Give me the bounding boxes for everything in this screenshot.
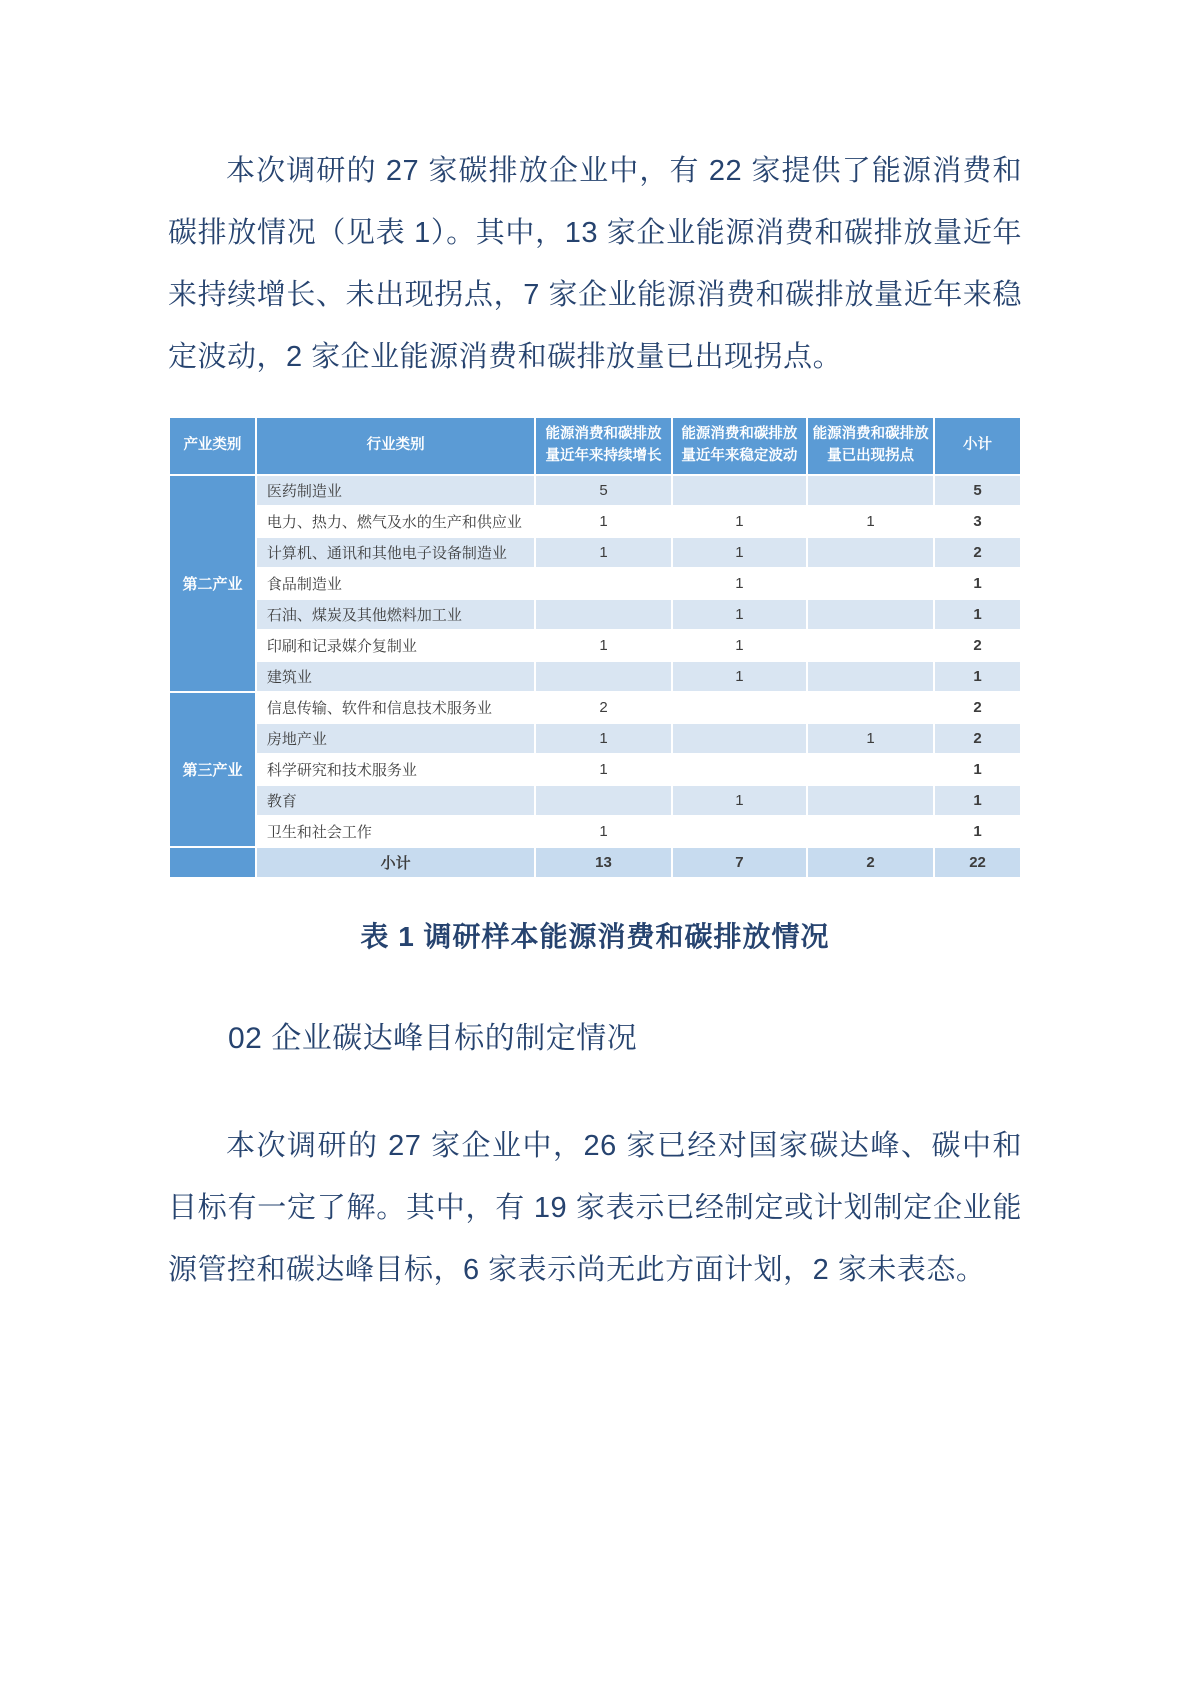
value-cell: [807, 599, 934, 630]
value-cell: [535, 661, 671, 692]
category-cell-secondary: 第二产业: [169, 475, 256, 692]
value-cell: 1: [672, 785, 807, 816]
table-row: [169, 506, 1021, 537]
table-total-row: [169, 847, 1021, 878]
table-row: [169, 661, 1021, 692]
subtotal-cell: 2: [934, 537, 1021, 568]
value-cell: [535, 568, 671, 599]
industry-cell: 教育: [256, 785, 535, 816]
total-subtotal-cell: 22: [934, 847, 1021, 878]
value-cell: [807, 568, 934, 599]
industry-cell: 计算机、通讯和其他电子设备制造业: [256, 537, 535, 568]
industry-cell: 科学研究和技术服务业: [256, 754, 535, 785]
table-row: [169, 537, 1021, 568]
value-cell: [807, 475, 934, 506]
subtotal-cell: 3: [934, 506, 1021, 537]
energy-carbon-table: [168, 416, 1022, 879]
value-cell: 1: [672, 506, 807, 537]
value-cell: 1: [535, 723, 671, 754]
value-cell: [535, 599, 671, 630]
value-cell: 1: [535, 630, 671, 661]
total-value-cell: 13: [535, 847, 671, 878]
subtotal-cell: 2: [934, 630, 1021, 661]
table-caption: 表 1 调研样本能源消费和碳排放情况: [360, 921, 830, 952]
table-header-row: [169, 417, 1021, 475]
value-cell: 1: [672, 537, 807, 568]
value-cell: [807, 754, 934, 785]
value-cell: [672, 723, 807, 754]
table-row: [169, 723, 1021, 754]
total-row-label: 小计: [256, 847, 535, 878]
industry-cell: 房地产业: [256, 723, 535, 754]
value-cell: 1: [535, 754, 671, 785]
value-cell: [672, 754, 807, 785]
value-cell: 1: [807, 506, 934, 537]
table-row: [169, 785, 1021, 816]
value-cell: 5: [535, 475, 671, 506]
section-heading: 02 企业碳达峰目标的制定情况: [228, 1022, 638, 1055]
industry-cell: 医药制造业: [256, 475, 535, 506]
table-row: [169, 568, 1021, 599]
header-subtotal: 小计: [934, 417, 1021, 475]
value-cell: [807, 661, 934, 692]
header-stable-fluctuation: 能源消费和碳排放量近年来稳定波动: [672, 417, 807, 475]
value-cell: [672, 816, 807, 847]
header-continuous-increase: 能源消费和碳排放量近年来持续增长: [535, 417, 671, 475]
value-cell: [535, 785, 671, 816]
value-cell: [672, 692, 807, 723]
value-cell: [807, 630, 934, 661]
industry-cell: 卫生和社会工作: [256, 816, 535, 847]
subtotal-cell: 1: [934, 599, 1021, 630]
industry-cell: 印刷和记录媒介复制业: [256, 630, 535, 661]
subtotal-cell: 2: [934, 692, 1021, 723]
header-inflection-point: 能源消费和碳排放量已出现拐点: [807, 417, 934, 475]
value-cell: 1: [672, 599, 807, 630]
value-cell: 1: [672, 630, 807, 661]
value-cell: [807, 537, 934, 568]
industry-cell: 石油、煤炭及其他燃料加工业: [256, 599, 535, 630]
category-cell-tertiary: 第三产业: [169, 692, 256, 847]
table-row: [169, 754, 1021, 785]
table-row: [169, 475, 1021, 506]
subtotal-cell: 5: [934, 475, 1021, 506]
value-cell: 1: [807, 723, 934, 754]
table-row: [169, 692, 1021, 723]
total-row-spacer-cell: [169, 847, 256, 878]
value-cell: 1: [535, 537, 671, 568]
industry-cell: 电力、热力、燃气及水的生产和供应业: [256, 506, 535, 537]
paragraph-intro: 本次调研的 27 家碳排放企业中，有 22 家提供了能源消费和碳排放情况（见表 1）。其中，13 家企业能源消费和碳排放量近年来持续增长、未出现拐点，7 家企业能源消费和碳排放量近年来稳定波动，2 家企业能源消费和碳排放量已出现拐点。: [168, 155, 1022, 373]
subtotal-cell: 1: [934, 661, 1021, 692]
table-row: [169, 599, 1021, 630]
table-row: [169, 630, 1021, 661]
subtotal-cell: 1: [934, 816, 1021, 847]
value-cell: [672, 475, 807, 506]
header-industry-category: 产业类别: [169, 417, 256, 475]
subtotal-cell: 1: [934, 785, 1021, 816]
industry-cell: 建筑业: [256, 661, 535, 692]
paragraph-goals: 本次调研的 27 家企业中，26 家已经对国家碳达峰、碳中和目标有一定了解。其中，有 19 家表示已经制定或计划制定企业能源管控和碳达峰目标，6 家表示尚无此方面计划，2 家未表态。: [168, 1130, 1022, 1286]
value-cell: 2: [535, 692, 671, 723]
subtotal-cell: 1: [934, 568, 1021, 599]
value-cell: [807, 816, 934, 847]
value-cell: 1: [535, 816, 671, 847]
subtotal-cell: 1: [934, 754, 1021, 785]
total-value-cell: 2: [807, 847, 934, 878]
value-cell: [807, 692, 934, 723]
table-row: [169, 816, 1021, 847]
value-cell: 1: [535, 506, 671, 537]
header-sector-category: 行业类别: [256, 417, 535, 475]
subtotal-cell: 2: [934, 723, 1021, 754]
industry-cell: 食品制造业: [256, 568, 535, 599]
value-cell: [807, 785, 934, 816]
value-cell: 1: [672, 568, 807, 599]
total-value-cell: 7: [672, 847, 807, 878]
industry-cell: 信息传输、软件和信息技术服务业: [256, 692, 535, 723]
value-cell: 1: [672, 661, 807, 692]
